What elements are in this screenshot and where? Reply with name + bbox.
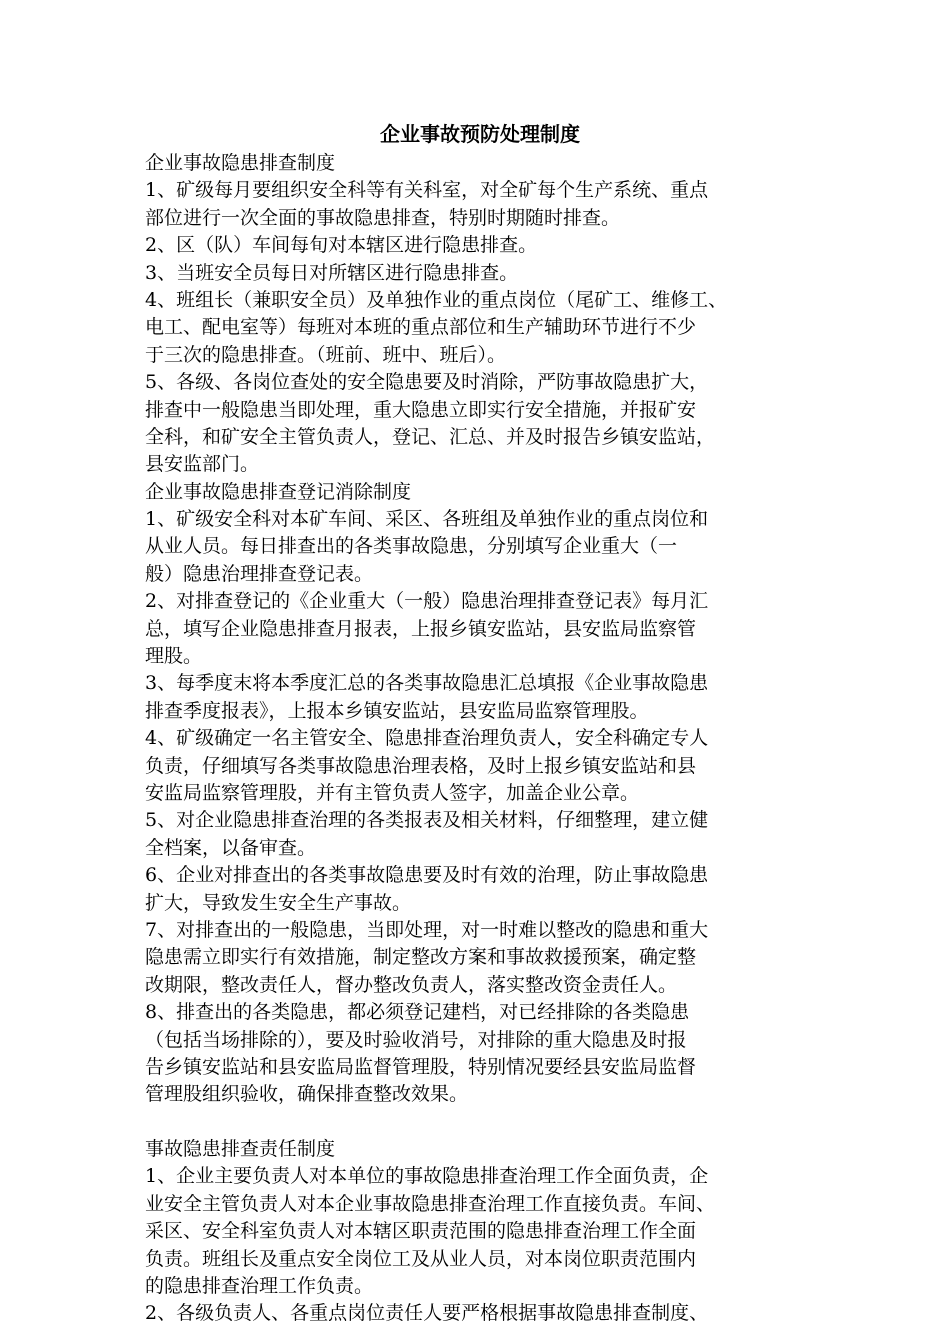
text-line: 采区、安全科室负责人对本辖区职责范围的隐患排查治理工作全面	[145, 1220, 697, 1243]
text-line: 总，填写企业隐患排查月报表，上报乡镇安监站，县安监局监察管	[145, 617, 697, 640]
text-line: 6、企业对排查出的各类事故隐患要及时有效的治理，防止事故隐患	[145, 864, 709, 887]
text-line: 排查中一般隐患当即处理，重大隐患立即实行安全措施，并报矿安	[145, 398, 697, 421]
text-line: 般）隐患治理排查登记表。	[145, 562, 374, 585]
text-line: 的隐患排查治理工作负责。	[145, 1275, 374, 1298]
text-line: 2、各级负责人、各重点岗位责任人要严格根据事故隐患排查制度、	[145, 1302, 709, 1325]
blank-line	[145, 1109, 815, 1136]
document-body	[145, 118, 815, 1328]
text-line: 于三次的隐患排查。（班前、班中、班后）。	[145, 343, 507, 366]
text-line: 7、对排查出的一般隐患，当即处理，对一时难以整改的隐患和重大	[145, 918, 709, 941]
text-line: 1、矿级每月要组织安全科等有关科室，对全矿每个生产系统、重点	[145, 179, 709, 202]
text-line: 1、企业主要负责人对本单位的事故隐患排查治理工作全面负责，企	[145, 1165, 709, 1188]
text-line: 4、班组长（兼职安全员）及单独作业的重点岗位（尾矿工、维修工、	[145, 288, 728, 311]
text-line: 排查季度报表》，上报本乡镇安监站，县安监局监察管理股。	[145, 699, 649, 722]
text-line: 业安全主管负责人对本企业事故隐患排查治理工作直接负责。车间、	[145, 1192, 716, 1215]
text-line: 改期限，整改责任人，督办整改负责人，落实整改资金责任人。	[145, 973, 678, 996]
text-line: 4、矿级确定一名主管安全、隐患排查治理负责人，安全科确定专人	[145, 727, 709, 750]
text-line: 3、每季度末将本季度汇总的各类事故隐患汇总填报《企业事故隐患	[145, 672, 709, 695]
text-line: 3、当班安全员每日对所辖区进行隐患排查。	[145, 261, 519, 284]
text-line: 5、各级、各岗位查处的安全隐患要及时消除，严防事故隐患扩大，	[145, 371, 709, 394]
text-line: 电工、配电室等）每班对本班的重点部位和生产辅助环节进行不少	[145, 316, 697, 339]
text-line: 事故隐患排查责任制度	[145, 1138, 336, 1161]
text-line: 理股。	[145, 645, 203, 668]
text-line: 8、排查出的各类隐患，都必须登记建档，对已经排除的各类隐患	[145, 1001, 690, 1024]
text-line: 隐患需立即实行有效措施，制定整改方案和事故救援预案，确定整	[145, 946, 697, 969]
text-line: 负责，仔细填写各类事故隐患治理表格，及时上报乡镇安监站和县	[145, 754, 697, 777]
text-line: 全科，和矿安全主管负责人，登记、汇总、并及时报告乡镇安监站，	[145, 425, 716, 448]
text-line: 2、对排查登记的《企业重大（一般）隐患治理排查登记表》每月汇	[145, 590, 709, 613]
text-line: 从业人员。每日排查出的各类事故隐患，分别填写企业重大（一	[145, 535, 678, 558]
document-text	[145, 150, 815, 1328]
text-line: 告乡镇安监站和县安监局监督管理股，特别情况要经县安监局监督	[145, 1055, 697, 1078]
text-line: 5、对企业隐患排查治理的各类报表及相关材料，仔细整理，建立健	[145, 809, 709, 832]
text-line: 扩大，导致发生安全生产事故。	[145, 891, 412, 914]
text-line: 企业事故隐患排查登记消除制度	[145, 480, 412, 503]
text-line: 2、区（队）车间每旬对本辖区进行隐患排查。	[145, 234, 538, 257]
text-line: 企业事故隐患排查制度	[145, 152, 336, 174]
text-line: 县安监部门。	[145, 453, 260, 476]
text-line: 部位进行一次全面的事故隐患排查，特别时期随时排查。	[145, 206, 621, 229]
text-line: 全档案，以备审查。	[145, 836, 317, 859]
text-line: 安监局监察管理股，并有主管负责人签字，加盖企业公章。	[145, 781, 640, 804]
document-title: 企业事故预防处理制度	[380, 122, 580, 146]
text-line: 负责。班组长及重点安全岗位工及从业人员，对本岗位职责范围内	[145, 1247, 697, 1270]
text-line: 1、矿级安全科对本矿车间、采区、各班组及单独作业的重点岗位和	[145, 508, 709, 531]
text-line: （包括当场排除的），要及时验收消号，对排除的重大隐患及时报	[145, 1028, 687, 1051]
text-line: 管理股组织验收，确保排查整改效果。	[145, 1083, 469, 1106]
